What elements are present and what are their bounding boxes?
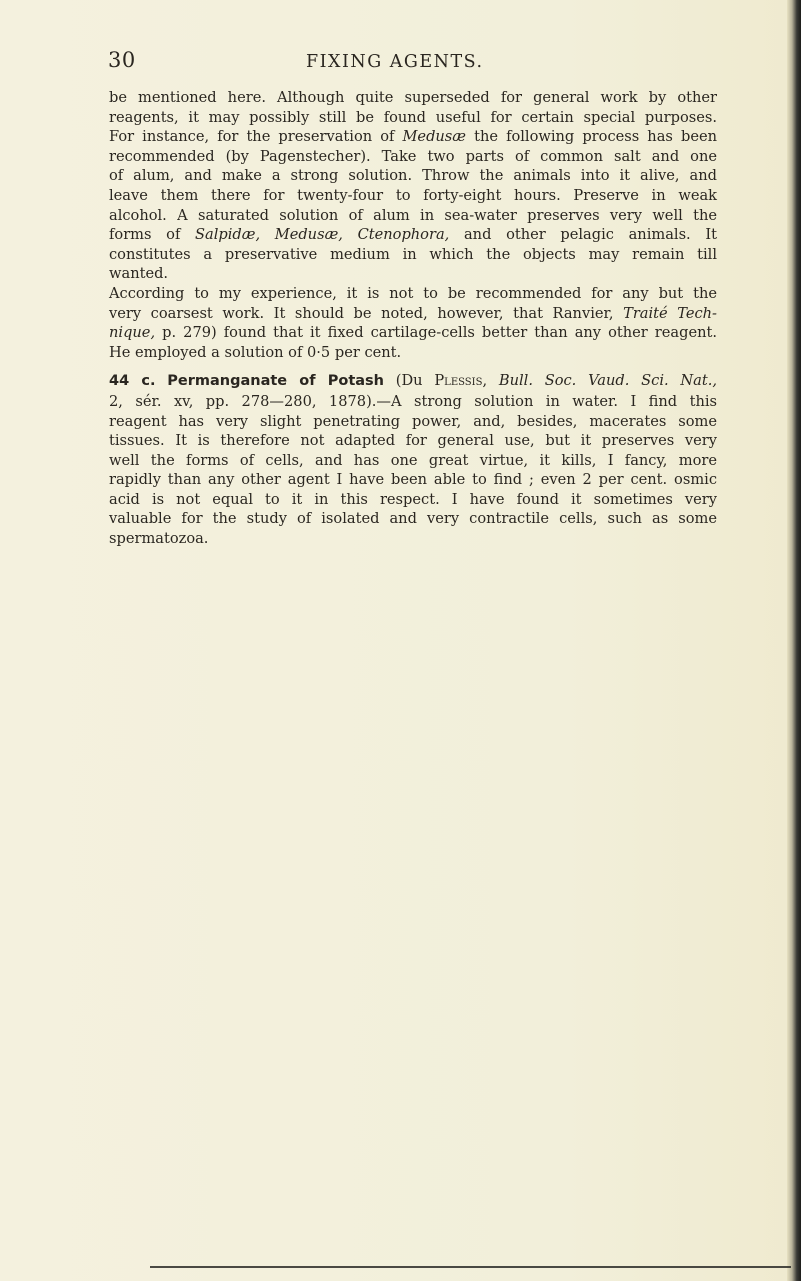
text-line: nique, p. 279) found that it fixed cartilage-cells better than any other reagent.	[109, 324, 717, 342]
text-line: He employed a solution of 0·5 per cent.	[109, 343, 402, 361]
text-line: of alum, and make a strong solution. Throw the animals into it alive, and	[109, 167, 717, 185]
text-line: tissues. It is therefore not adapted for general use, but it preserves very	[109, 432, 717, 450]
text-line: According to my experience, it is not to be recommended for any but the	[109, 284, 717, 302]
text-line: alcohol. A saturated solution of alum in sea-water preserves very well the	[109, 206, 717, 224]
text-line: leave them there for twenty-four to forty-eight hours. Preserve in weak	[109, 186, 717, 204]
running-title: FIXING AGENTS.	[306, 52, 484, 72]
text-line: For instance, for the preservation of Medusæ the following process has been	[109, 128, 717, 146]
text-line: acid is not equal to it in this respect. I have found it sometimes very	[109, 490, 717, 508]
text-line: constitutes a preservative medium in which the objects may remain till	[109, 245, 717, 263]
paragraph-alum-continuation	[109, 88, 717, 284]
paragraph-gap	[109, 362, 717, 371]
book-title: Traité Tech-	[623, 304, 717, 322]
cited-journal: Bull. Soc. Vaud. Sci. Nat.,	[487, 372, 718, 390]
text-line: very coarsest work. It should be noted, however, that Ranvier, Traité Tech-	[109, 304, 717, 322]
text-line: forms of Salpidæ, Medusæ, Ctenophora, and other pelagic animals. It	[109, 226, 717, 244]
section-heading-line: 44 c. Permanganate of Potash (Du Plessis, Bull. Soc. Vaud. Sci. Nat.,	[109, 372, 718, 390]
book-title-cont: nique,	[109, 324, 156, 342]
taxon-list: Salpidæ, Medusæ, Ctenophora,	[195, 226, 450, 244]
text-line: 2, sér. xv, pp. 278—280, 1878).—A strong solution in water. I find this	[109, 392, 717, 410]
text-line: reagents, it may possibly still be found useful for certain special purposes.	[109, 108, 717, 126]
page-binding-edge	[787, 0, 801, 1281]
text-line: rapidly than any other agent I have been able to find ; even 2 per cent. osmic	[109, 471, 717, 489]
text-line: spermatozoa.	[109, 530, 209, 548]
page-header	[0, 0, 790, 80]
section-number: 44 c.	[109, 373, 156, 390]
text-line: be mentioned here. Although quite superseded for general work by other	[109, 89, 717, 106]
cited-author: Plessis,	[434, 372, 488, 390]
taxon-medusae: Medusæ	[402, 128, 467, 146]
section-title: Permanganate of Potash	[167, 373, 385, 390]
text-line: well the forms of cells, and has one great virtue, it kills, I fancy, more	[109, 451, 717, 469]
text-line: reagent has very slight penetrating power, and, besides, macerates some	[109, 412, 717, 430]
text-line: wanted.	[109, 265, 169, 283]
page-bottom-edge	[150, 1266, 791, 1268]
text-line: recommended (by Pagenstecher). Take two parts of common salt and one	[109, 147, 717, 165]
section-44c	[109, 371, 717, 548]
body-text	[109, 88, 717, 549]
paragraph-experience	[109, 284, 717, 362]
page-number: 30	[108, 48, 136, 72]
text-line: valuable for the study of isolated and very contractile cells, such as some	[109, 510, 717, 528]
